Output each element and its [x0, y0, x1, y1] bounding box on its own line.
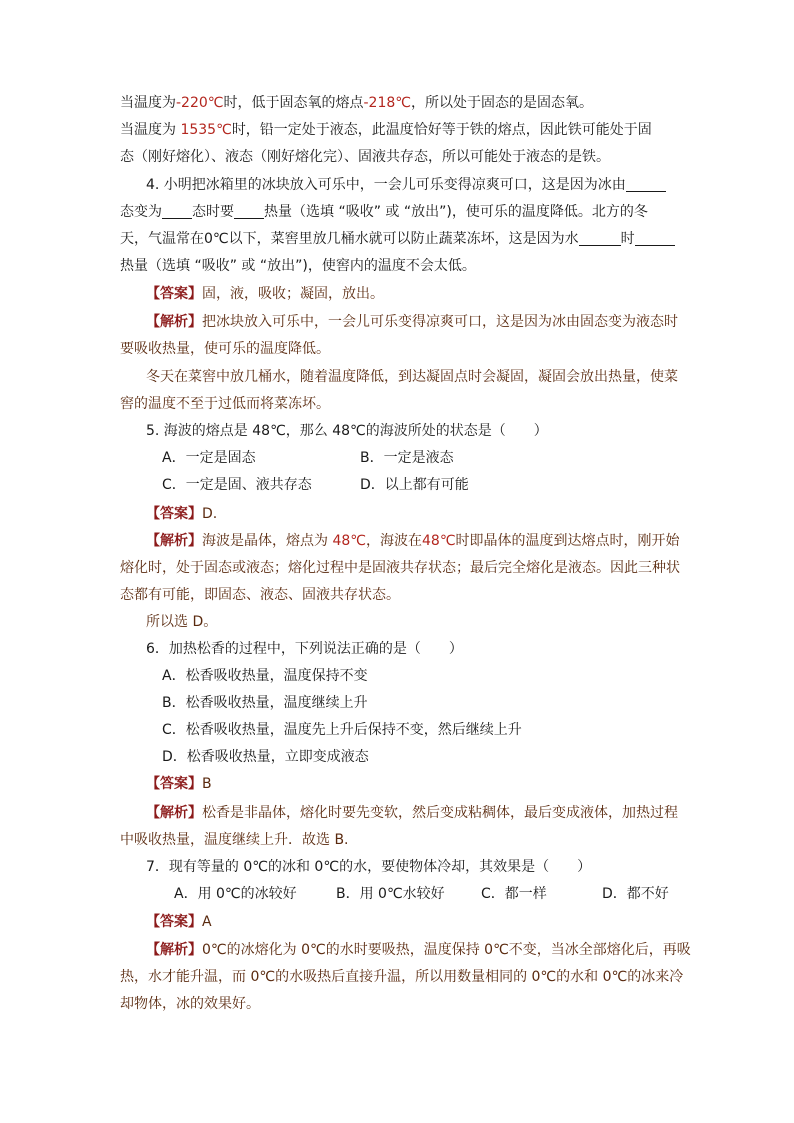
q6-option-a: A．松香吸收热量，温度保持不变	[162, 668, 368, 684]
q7-analysis-line-3: 却物体，冰的效果好。	[120, 996, 260, 1012]
q5-analysis-line-1: 【解析】海波是晶体，熔点为 48℃，海波在48℃时即晶体的温度到达熔点时，刚开始	[146, 533, 680, 549]
q4-stem-line-1: 4. 小明把冰箱里的冰块放入可乐中，一会儿可乐变得凉爽可口，这是因为冰由	[146, 172, 706, 199]
q6-option-b: B．松香吸收热量，温度继续上升	[162, 695, 368, 711]
q4-analysis-line-3: 冬天在菜窖中放几桶水，随着温度降低，到达凝固点时会凝固，凝固会放出热量，使菜	[146, 369, 678, 385]
q6-stem: 6．加热松香的过程中，下列说法正确的是（ ）	[146, 641, 463, 657]
q6-analysis-line-2: 中吸收热量，温度继续上升．故选 B.	[120, 832, 349, 848]
q3-analysis-line-2: 当温度为 1535℃时，铅一定处于液态，此温度恰好等于铁的熔点，因此铁可能处于固	[120, 122, 652, 138]
q7-option-d: D．都不好	[602, 886, 669, 902]
q4-analysis-line-1: 【解析】把冰块放入可乐中，一会儿可乐变得凉爽可口，这是因为冰由固态变为液态时	[146, 314, 678, 330]
q5-analysis-line-4: 所以选 D。	[146, 614, 218, 630]
q4-analysis-line-4: 窖的温度不至于过低而将菜冻坏。	[120, 396, 330, 412]
q7-analysis-line-1: 【解析】0℃的冰熔化为 0℃的水时要吸热，温度保持 0℃不变，当冰全部熔化后，再吸	[146, 942, 691, 958]
q4-stem-line-4: 热量（选填 “吸收” 或 “放出”)，使窖内的温度不会太低。	[120, 258, 476, 274]
q7-option-a: A．用 0℃的冰较好	[174, 886, 297, 902]
q4-answer: 【答案】固，液，吸收；凝固，放出。	[146, 286, 384, 302]
q7-option-b: B．用 0℃水较好	[336, 886, 445, 902]
q6-option-c: C．松香吸收热量，温度先上升后保持不变，然后继续上升	[162, 722, 522, 738]
q5-option-d: D．以上都有可能	[360, 477, 469, 493]
q7-analysis-line-2: 热，水才能升温，而 0℃的水吸热后直接升温，所以用数量相同的 0℃的水和 0℃的冰来冷	[120, 969, 684, 985]
q5-analysis-line-2: 熔化时，处于固态或液态；熔化过程中是固液共存状态；最后完全熔化是液态。因此三种状	[120, 560, 680, 576]
q5-answer: 【答案】D.	[146, 506, 218, 522]
q7-stem: 7．现有等量的 0℃的冰和 0℃的水，要使物体冷却，其效果是（ ）	[146, 859, 592, 875]
q3-analysis-line-3: 态（刚好熔化）、液态（刚好熔化完）、固液共存态，所以可能处于液态的是铁。	[120, 149, 610, 165]
q5-option-c: C．一定是固、液共存态	[162, 477, 312, 493]
q3-analysis-line-1: 当温度为-220℃时，低于固态氧的熔点-218℃，所以处于固态的是固态氧。	[120, 95, 593, 111]
q7-answer: 【答案】A	[146, 914, 212, 930]
q6-option-d: D．松香吸收热量，立即变成液态	[162, 749, 369, 765]
q5-option-a: A．一定是固态	[162, 450, 256, 466]
q5-analysis-line-3: 态都有可能，即固态、液态、固液共存状态。	[120, 587, 400, 603]
q7-option-c: C．都一样	[481, 886, 547, 902]
q6-analysis-line-1: 【解析】松香是非晶体，熔化时要先变软，然后变成粘稠体，最后变成液体，加热过程	[146, 805, 678, 821]
q4-stem-line-2: 态变为 态时要 热量（选填 “吸收” 或 “放出”)，使可乐的温度降低。北方的冬	[120, 204, 648, 220]
q5-option-b: B．一定是液态	[360, 450, 454, 466]
q4-stem-line-3: 天，气温常在0℃以下，菜窖里放几桶水就可以防止蔬菜冻坏，这是因为水 时	[120, 226, 680, 253]
q5-stem: 5. 海波的熔点是 48℃，那么 48℃的海波所处的状态是（ ）	[146, 423, 548, 439]
q4-analysis-line-2: 要吸收热量，使可乐的温度降低。	[120, 341, 330, 357]
q6-answer: 【答案】B	[146, 776, 212, 792]
